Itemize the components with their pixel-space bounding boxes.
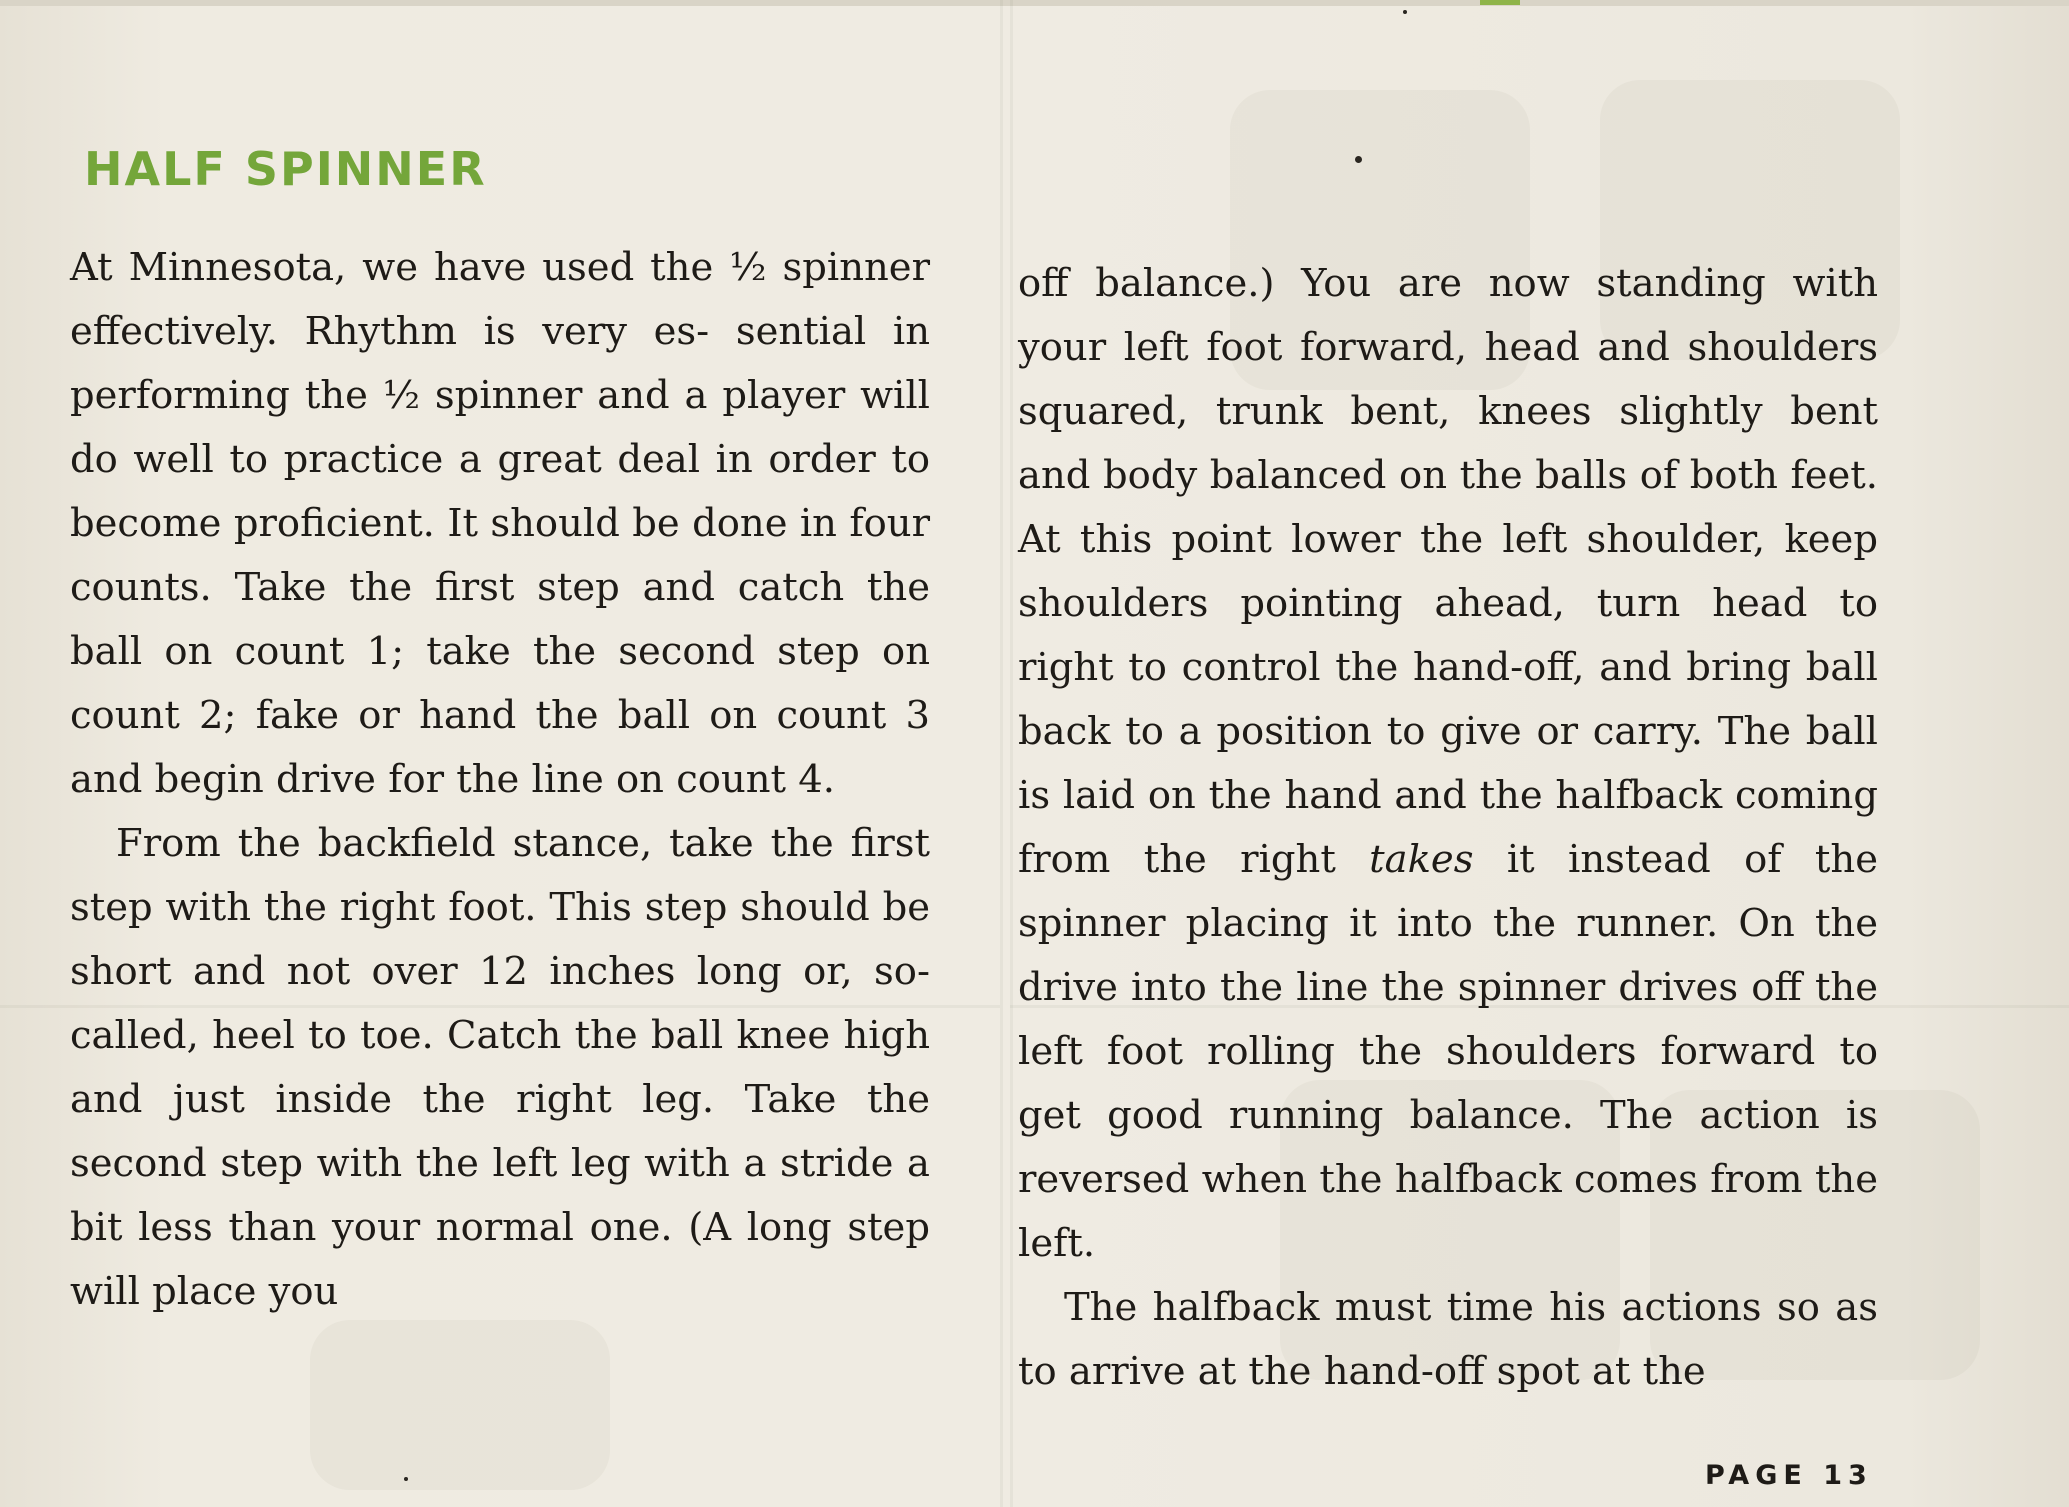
paragraph: [1018, 252, 1878, 1276]
left-text-column: [70, 236, 930, 1324]
print-speck: [1403, 10, 1407, 14]
italic-emphasis: takes: [1369, 837, 1474, 882]
print-speck: [404, 1477, 408, 1481]
paragraph: The halfback must time his actions so as to arrive at the hand-off spot at the: [1018, 1285, 1878, 1394]
section-heading: HALF SPINNER: [84, 142, 487, 196]
right-text-column: [1018, 252, 1878, 1404]
paragraph: From the backfield stance, take the first step with the right foot. This step should be short and not over 12 inches long or, so-called, heel to toe. Catch the ball knee high and just inside the right leg. Take the second step with the left leg with a stride a bit less than your normal one. (A long step will place you: [70, 821, 930, 1314]
paragraph: At Minnesota, we have used the ½ spinner effectively. Rhythm is very es- sential in performing the ½ spinner and a player will do well to practice a great deal in order to become proficient. It should be done in four counts. Take the first step and catch the ball on count 1; take the second step on count 2; fake or hand the ball on count 3 and begin drive for the line on count 4.: [70, 245, 930, 802]
show-through-rule: [1000, 0, 1003, 1507]
page-number: PAGE 13: [1705, 1460, 1873, 1491]
print-speck: [1355, 156, 1362, 163]
show-through-illustration: [310, 1320, 610, 1490]
paragraph-text: off balance.) You are now standing with your left foot forward, head and shoulders squared, trunk bent, knees slightly bent and body balanced on the balls of both feet. At this point lower the left shoulder, keep shoulders pointing ahead, turn head to right to control the hand-off, and bring ball back to a position to give or carry. The ball is laid on the hand and the halfback coming from the right: [1018, 261, 1878, 882]
page-top-edge: [0, 0, 2069, 6]
page-top-accent: [1480, 0, 1520, 5]
show-through-rule: [1010, 0, 1013, 1507]
paragraph-text: it instead of the spinner placing it into the runner. On the drive into the line the spinner drives off the left foot rolling the shoulders forward to get good running balance. The action is reversed when the halfback comes from the left.: [1018, 837, 1878, 1266]
